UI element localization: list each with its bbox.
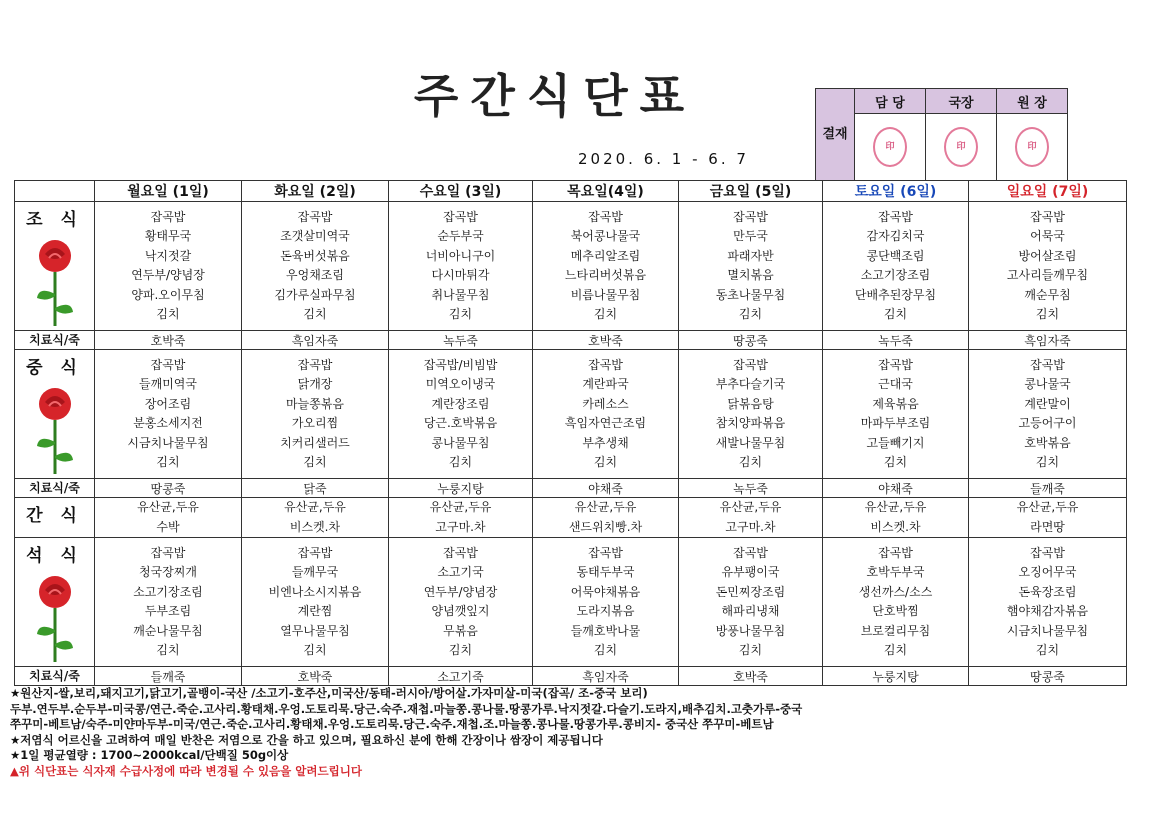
day-header: 목요일(4일) (533, 181, 679, 202)
menu-item: 어묵야채볶음 (570, 584, 641, 599)
menu-item: 유산균,두유 (719, 500, 782, 514)
menu-item: 동초나물무침 (715, 287, 786, 302)
menu-item: 동태두부국 (576, 565, 635, 579)
menu-item: 잡곡밥 (733, 357, 768, 372)
therapy-item: 땅콩죽 (969, 667, 1127, 686)
note-line: ★저염식 어르신을 고려하여 매일 반찬은 저염으로 간을 하고 있으며, 필요하신 분에 한해 간장이나 쌈장이 제공됩니다 (10, 732, 603, 747)
menu-item: 콩나물무침 (431, 435, 490, 450)
meal-category-cell (15, 202, 95, 331)
menu-item: 계란말이 (1024, 396, 1071, 411)
menu-item: 잡곡밥 (297, 357, 333, 372)
therapy-item: 녹두죽 (679, 479, 823, 498)
meal-row (15, 538, 1127, 667)
menu-item: 잡곡밥 (588, 545, 623, 560)
menu-item: 새발나물무침 (715, 435, 786, 450)
menu-item: 수박 (156, 519, 180, 534)
menu-cell (679, 538, 823, 667)
menu-item: 취나물무침 (431, 287, 490, 302)
therapy-row (15, 331, 1127, 350)
menu-cell (242, 202, 389, 331)
menu-item: 고사리들깨무침 (1006, 268, 1089, 282)
menu-item: 김치 (1035, 643, 1060, 657)
seal-stamp-icon: 印 (873, 127, 907, 167)
menu-item: 잡곡밥 (733, 545, 768, 560)
menu-item: 단배추된장무침 (854, 287, 937, 302)
approval-role: 국장 (926, 89, 997, 114)
menu-item: 비름나물무침 (570, 287, 641, 302)
menu-item: 카레소스 (582, 396, 629, 411)
menu-item: 김치 (448, 455, 473, 469)
therapy-item: 호박죽 (533, 331, 679, 350)
menu-item: 고구마.차 (725, 519, 776, 534)
menu-item: 호박두부국 (866, 565, 925, 579)
warning-line: ▲위 식단표는 식자재 수급사정에 따라 변경될 수 있음을 알려드립니다 (10, 763, 362, 778)
menu-item: 김치 (1035, 455, 1060, 469)
menu-item: 낙지젓갈 (144, 248, 192, 263)
menu-item: 김치 (156, 455, 180, 469)
therapy-label: 치료식/죽 (15, 331, 95, 350)
therapy-item: 누룽지탕 (823, 667, 969, 686)
therapy-item: 땅콩죽 (95, 479, 242, 498)
menu-item: 잡곡밥 (297, 545, 333, 560)
menu-item: 순두부국 (437, 229, 484, 243)
menu-item: 너비아니구이 (425, 248, 496, 263)
menu-item: 잡곡밥 (1030, 357, 1065, 372)
menu-cell (823, 498, 969, 538)
menu-item: 청국장찌개 (139, 565, 197, 579)
approval-role: 원 장 (997, 89, 1068, 114)
menu-item: 계란찜 (297, 604, 333, 618)
therapy-row (15, 479, 1127, 498)
therapy-item: 녹두죽 (389, 331, 533, 350)
menu-item: 단호박찜 (872, 604, 919, 618)
therapy-item: 닭죽 (242, 479, 389, 498)
note-line: 쭈꾸미-베트남/숙주-미얀마두부-미국/연근.죽순.고사리.황태채.우엉.도토리묵.당근.숙주.재첩.조.마늘쫑.콩나물.땅콩가루.콩비지- 중국산 쭈꾸미-베트남 (10, 717, 774, 731)
menu-item: 비엔나소시지볶음 (268, 584, 362, 599)
menu-item: 호박볶음 (1024, 435, 1071, 450)
menu-item: 유산균,두유 (429, 500, 492, 514)
menu-item: 돈민찌장조림 (715, 584, 786, 599)
menu-item: 돈육버섯볶음 (280, 248, 350, 263)
menu-cell (389, 350, 533, 479)
menu-item: 유산균,두유 (574, 500, 637, 514)
menu-item: 잡곡밥 (733, 209, 768, 224)
menu-cell (95, 202, 242, 331)
therapy-item: 흑임자죽 (242, 331, 389, 350)
menu-item: 멸치볶음 (727, 268, 774, 282)
menu-item: 오징어무국 (1018, 565, 1077, 579)
menu-item: 가오리찜 (291, 416, 339, 430)
menu-item: 잡곡밥 (588, 357, 623, 372)
menu-item: 깨순나물무침 (133, 623, 203, 638)
menu-cell (969, 202, 1127, 331)
menu-item: 계란장조림 (431, 396, 490, 411)
menu-item: 김치 (738, 643, 763, 657)
menu-item: 파래자반 (727, 248, 774, 263)
menu-item: 김치 (303, 455, 327, 469)
menu-item: 마파두부조림 (860, 416, 931, 430)
therapy-item: 녹두죽 (823, 331, 969, 350)
menu-item: 고들빼기지 (866, 435, 925, 450)
day-header: 수요일 (3일) (389, 181, 533, 202)
day-header-row (15, 181, 1127, 202)
menu-cell (533, 538, 679, 667)
menu-item: 콩나물국 (1024, 377, 1071, 391)
signature-cell (855, 114, 926, 181)
menu-item: 잡곡밥 (878, 545, 913, 560)
menu-cell (969, 350, 1127, 479)
menu-item: 유산균,두유 (284, 500, 346, 514)
menu-item: 두부조림 (144, 604, 192, 618)
menu-item: 깨순무침 (1024, 287, 1071, 302)
menu-item: 김치 (593, 455, 618, 469)
menu-item: 닭개장 (297, 377, 333, 391)
menu-item: 잡곡밥 (878, 209, 913, 224)
menu-cell (533, 498, 679, 538)
menu-item: 들깨호박나물 (570, 623, 641, 638)
menu-item: 콩단백조림 (866, 248, 925, 263)
menu-cell (533, 350, 679, 479)
menu-item: 김치 (448, 307, 473, 321)
corner-cell (15, 181, 95, 202)
menu-cell (533, 202, 679, 331)
menu-cell (679, 350, 823, 479)
menu-item: 고구마.차 (435, 519, 486, 534)
menu-item: 유산균,두유 (1016, 500, 1079, 514)
menu-item: 감자김치국 (866, 229, 925, 243)
menu-item: 소고기국 (437, 565, 484, 579)
menu-item: 우엉채조림 (286, 268, 344, 282)
menu-item: 황태무국 (144, 229, 192, 243)
meal-category-label: 조 식 (26, 210, 83, 230)
date-range: 2020. 6. 1 - 6. 7 (578, 150, 749, 168)
seal-stamp-icon: 印 (944, 127, 978, 167)
menu-item: 김치 (883, 307, 908, 321)
therapy-item: 호박죽 (242, 667, 389, 686)
meal-category-label: 석 식 (26, 546, 83, 566)
meal-category-cell (15, 350, 95, 479)
menu-cell (823, 538, 969, 667)
menu-item: 잡곡밥/비빔밥 (423, 357, 498, 372)
menu-item: 유산균,두유 (137, 500, 199, 514)
menu-item: 김치 (593, 307, 618, 321)
menu-cell (389, 498, 533, 538)
note-line: ★1일 평균열량 : 1700~2000kcal/단백질 50g이상 (10, 748, 289, 762)
therapy-label: 치료식/죽 (15, 479, 95, 498)
menu-cell (389, 202, 533, 331)
approval-role: 담 당 (855, 89, 926, 114)
meal-category-label: 간 식 (26, 506, 83, 526)
menu-item: 돈육장조림 (1018, 584, 1077, 599)
day-header-sunday: 일요일 (7일) (969, 181, 1127, 202)
meal-category-cell (15, 538, 95, 667)
menu-item: 방풍나물무침 (715, 623, 786, 638)
menu-item: 고등어구이 (1018, 416, 1077, 430)
menu-item: 잡곡밥 (1030, 545, 1065, 560)
menu-item: 비스켓.차 (289, 519, 341, 534)
menu-item: 김치 (1035, 307, 1060, 321)
note-line: ★원산지-쌀,보리,돼지고기,닭고기,골뱅이-국산 /소고기-호주산,미국산/동태-러시아/방어살.가자미살-미국(잡곡/ 조-중국 보리) (10, 686, 648, 700)
menu-item: 열무나물무침 (280, 623, 350, 638)
menu-item: 근대국 (878, 377, 913, 391)
therapy-item: 호박죽 (95, 331, 242, 350)
therapy-row (15, 667, 1127, 686)
menu-item: 치커리샐러드 (280, 435, 350, 450)
menu-item: 참치양파볶음 (715, 416, 786, 430)
menu-item: 김가루실파무침 (274, 287, 356, 302)
menu-item: 도라지볶음 (576, 604, 635, 618)
signature-cell (997, 114, 1068, 181)
menu-cell (389, 538, 533, 667)
meal-row (15, 202, 1127, 331)
menu-item: 분홍소세지전 (133, 416, 203, 430)
menu-item: 샌드위치빵.차 (568, 519, 643, 534)
menu-item: 메추리알조림 (570, 248, 641, 263)
menu-cell (823, 202, 969, 331)
menu-item: 김치 (738, 307, 763, 321)
therapy-item: 야채죽 (533, 479, 679, 498)
menu-item: 김치 (883, 643, 908, 657)
menu-item: 해파리냉채 (721, 604, 780, 618)
menu-item: 잡곡밥 (297, 209, 333, 224)
menu-item: 김치 (593, 643, 618, 657)
day-header: 월요일 (1일) (95, 181, 242, 202)
therapy-item: 흑임자죽 (969, 331, 1127, 350)
menu-item: 잡곡밥 (150, 357, 186, 372)
menu-item: 들깨미역국 (139, 377, 197, 391)
menu-item: 햄야채감자볶음 (1006, 604, 1089, 618)
menu-item: 다시마튀각 (431, 268, 490, 282)
menu-item: 김치 (448, 643, 473, 657)
page-title: 주간식단표 (413, 69, 697, 123)
menu-item: 연두부/양념장 (131, 268, 205, 282)
approval-side-label: 결재 (816, 89, 855, 181)
menu-item: 김치 (883, 455, 908, 469)
menu-item: 들깨무국 (291, 565, 339, 579)
menu-item: 비스켓.차 (870, 519, 921, 534)
rose-icon (31, 234, 79, 330)
menu-cell (969, 498, 1127, 538)
menu-item: 계란파국 (582, 377, 629, 391)
menu-item: 유부팽이국 (721, 565, 780, 579)
day-header: 금요일 (5일) (679, 181, 823, 202)
menu-cell (95, 498, 242, 538)
menu-item: 김치 (156, 307, 180, 321)
meal-category-cell (15, 498, 95, 538)
menu-item: 양파.오이무침 (131, 287, 205, 302)
meal-row (15, 498, 1127, 538)
therapy-item: 들깨죽 (969, 479, 1127, 498)
menu-item: 유산균,두유 (864, 500, 927, 514)
seal-stamp-icon: 印 (1015, 127, 1049, 167)
menu-item: 김치 (303, 643, 327, 657)
menu-item: 어묵국 (1030, 229, 1065, 243)
menu-cell (679, 498, 823, 538)
menu-item: 흑임자연근조림 (564, 416, 647, 430)
menu-item: 잡곡밥 (150, 209, 186, 224)
therapy-label: 치료식/죽 (15, 667, 95, 686)
menu-cell (95, 538, 242, 667)
menu-cell (242, 538, 389, 667)
menu-item: 미역오이냉국 (425, 377, 496, 391)
menu-item: 생선까스/소스 (858, 584, 933, 599)
weekly-menu-table (14, 180, 1127, 686)
menu-cell (823, 350, 969, 479)
menu-item: 마늘쫑볶음 (286, 396, 344, 411)
menu-item: 닭볶음탕 (727, 396, 774, 411)
rose-icon (31, 382, 79, 478)
menu-item: 당근.호박볶음 (423, 416, 498, 430)
note-line: 두부.연두부.순두부-미국콩/연근.죽순.고사리.황태채.우엉.도토리묵.당근.숙주.재첩.마늘쫑.콩나물.땅콩가루.낙지젓갈.다슬기.도라지,배추김치.고춧가루-중국 (10, 701, 803, 716)
therapy-item: 들깨죽 (95, 667, 242, 686)
menu-cell (95, 350, 242, 479)
menu-cell (679, 202, 823, 331)
menu-item: 잡곡밥 (150, 545, 186, 560)
meal-category-label: 중 식 (26, 358, 83, 378)
menu-cell (242, 498, 389, 538)
menu-item: 양념깻잎지 (431, 604, 490, 618)
menu-item: 조갯살미역국 (280, 229, 350, 243)
therapy-item: 호박죽 (679, 667, 823, 686)
therapy-item: 땅콩죽 (679, 331, 823, 350)
menu-item: 잡곡밥 (878, 357, 913, 372)
menu-item: 북어콩나물국 (570, 229, 641, 243)
meal-row (15, 350, 1127, 479)
menu-item: 연두부/양념장 (423, 584, 498, 599)
menu-item: 김치 (156, 643, 180, 657)
menu-item: 만두국 (733, 229, 768, 243)
day-header: 화요일 (2일) (242, 181, 389, 202)
menu-item: 잡곡밥 (1030, 209, 1065, 224)
therapy-item: 야채죽 (823, 479, 969, 498)
menu-item: 잡곡밥 (588, 209, 623, 224)
therapy-item: 누룽지탕 (389, 479, 533, 498)
menu-cell (242, 350, 389, 479)
menu-item: 느타리버섯볶음 (564, 268, 647, 282)
signature-cell (926, 114, 997, 181)
rose-icon (31, 570, 79, 666)
menu-item: 김치 (303, 307, 327, 321)
menu-item: 김치 (738, 455, 763, 469)
menu-item: 부추생채 (582, 435, 629, 450)
menu-item: 시금치나물무침 (127, 435, 209, 450)
menu-item: 장어조림 (144, 396, 192, 411)
menu-item: 부추다슬기국 (715, 377, 786, 391)
menu-item: 제육볶음 (872, 396, 919, 411)
menu-item: 브로컬리무침 (860, 623, 931, 638)
notes-section (10, 686, 1160, 779)
therapy-item: 소고기죽 (389, 667, 533, 686)
therapy-item: 흑임자죽 (533, 667, 679, 686)
menu-item: 시금치나물무침 (1006, 623, 1089, 638)
menu-item: 라면땅 (1030, 519, 1065, 534)
menu-item: 방어살조림 (1018, 248, 1077, 263)
menu-item: 잡곡밥 (443, 545, 478, 560)
day-header-saturday: 토요일 (6일) (823, 181, 969, 202)
menu-item: 소고기장조림 (133, 584, 203, 599)
approval-box (815, 88, 1068, 181)
menu-cell (969, 538, 1127, 667)
menu-item: 소고기장조림 (860, 268, 931, 282)
menu-item: 무볶음 (443, 623, 478, 638)
menu-item: 잡곡밥 (443, 209, 478, 224)
